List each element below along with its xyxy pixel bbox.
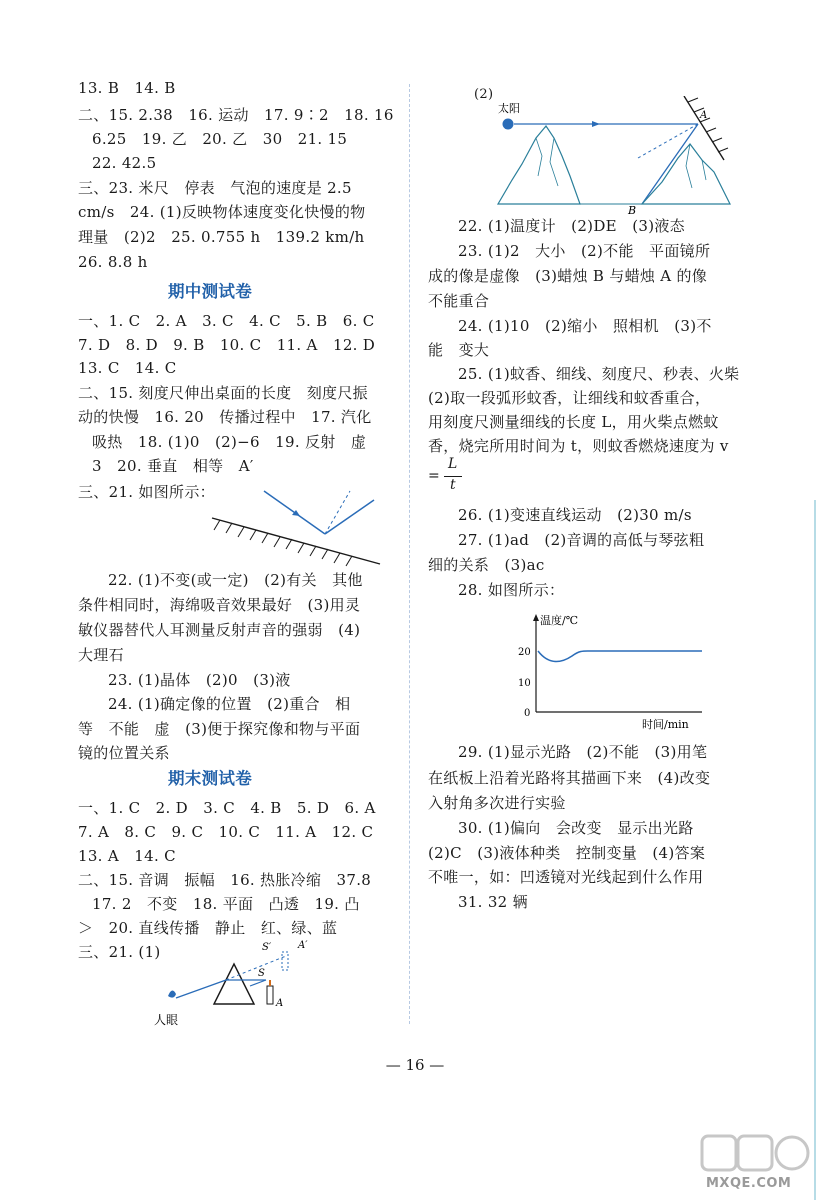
speed-formula bbox=[428, 456, 488, 496]
answer-line: 吸热 18. (1)0 (2)−6 19. 反射 虚 bbox=[92, 433, 367, 451]
answer-line: 22. (1)不变(或一定) (2)有关 其他 bbox=[108, 571, 363, 589]
axis-label: 温度/℃ bbox=[540, 614, 579, 627]
answer-line: 一、1. C 2. D 3. C 4. B 5. D 6. A bbox=[78, 799, 376, 817]
answer-line: 23. (1)晶体 (2)0 (3)液 bbox=[108, 671, 291, 689]
page-number: — 16 — bbox=[385, 1056, 445, 1074]
answer-line: 24. (1)10 (2)缩小 照相机 (3)不 bbox=[458, 317, 712, 335]
fig-label: A bbox=[700, 110, 708, 121]
answer-line: 24. (1)确定像的位置 (2)重合 相 bbox=[108, 695, 351, 713]
formula-numerator: L bbox=[448, 456, 458, 472]
answer-line: 7. D 8. D 9. B 10. C 11. A 12. D bbox=[78, 336, 376, 354]
answer-line: ＞ 20. 直线传播 静止 红、绿、蓝 bbox=[78, 919, 338, 937]
page-edge bbox=[814, 500, 816, 1200]
answer-line: cm/s 24. (1)反映物体速度变化快慢的物 bbox=[78, 203, 366, 221]
fig-caption: (2) bbox=[474, 87, 494, 102]
answer-line: 29. (1)显示光路 (2)不能 (3)用笔 bbox=[458, 743, 708, 761]
answer-line: 成的像是虚像 (3)蜡烛 B 与蜡烛 A 的像 bbox=[428, 267, 708, 285]
fig-label: 人眼 bbox=[154, 1013, 179, 1027]
answer-line: 25. (1)蚊香、细线、刻度尺、秒表、火柴 bbox=[458, 365, 740, 383]
answer-line: 入射角多次进行实验 bbox=[428, 794, 566, 812]
sun-mountain-figure bbox=[492, 96, 767, 216]
answer-line: 3 20. 垂直 相等 A′ bbox=[92, 457, 254, 475]
answer-line: 香，烧完所用时间为 t，则蚊香燃烧速度为 v bbox=[428, 437, 729, 455]
answer-line: (2)取一段弧形蚊香，让细线和蚊香重合， bbox=[428, 389, 711, 407]
answer-line: 大理石 bbox=[78, 646, 124, 664]
answer-line: 细的关系 (3)ac bbox=[428, 556, 545, 574]
prism-figure bbox=[154, 940, 314, 1030]
answer-line: 敏仪器替代人耳测量反射声音的强弱 (4) bbox=[78, 621, 361, 639]
axis-label: 时间/min bbox=[642, 718, 689, 731]
tick-label: 0 bbox=[524, 708, 531, 719]
answer-line: 30. (1)偏向 会改变 显示出光路 bbox=[458, 819, 694, 837]
answer-line: 二、15. 音调 振幅 16. 热胀冷缩 37.8 bbox=[78, 871, 372, 889]
answer-line: 7. A 8. C 9. C 10. C 11. A 12. C bbox=[78, 823, 374, 841]
answer-line: 用刻度尺测量细线的长度 L，用火柴点燃蚊 bbox=[428, 413, 719, 431]
answer-line: 22. 42.5 bbox=[92, 154, 157, 172]
answer-line: 31. 32 辆 bbox=[458, 893, 528, 911]
answer-line: 条件相同时，海绵吸音效果最好 (3)用灵 bbox=[78, 596, 361, 614]
answer-line: 6.25 19. 乙 20. 乙 30 21. 15 bbox=[92, 130, 348, 148]
answer-line: 一、1. C 2. A 3. C 4. C 5. B 6. C bbox=[78, 312, 375, 330]
answer-line: 不能重合 bbox=[428, 292, 490, 310]
reflection-figure bbox=[202, 486, 392, 568]
answer-line: 三、21. 如图所示： bbox=[78, 483, 215, 501]
answer-line: 26. 8.8 h bbox=[78, 253, 148, 271]
answer-line: 二、15. 刻度尺伸出桌面的长度 刻度尺振 bbox=[78, 384, 368, 402]
answer-line: 27. (1)ad (2)音调的高低与琴弦粗 bbox=[458, 531, 705, 549]
answer-line: 28. 如图所示： bbox=[458, 581, 565, 599]
fig-label: S′ bbox=[262, 942, 272, 953]
answer-line: 镜的位置关系 bbox=[78, 744, 170, 762]
midterm-title: 期中测试卷 bbox=[168, 282, 252, 301]
tick-label: 10 bbox=[518, 678, 531, 689]
answer-line: (2)C (3)液体种类 控制变量 (4)答案 bbox=[428, 844, 706, 862]
answer-line: 在纸板上沿着光路将其描画下来 (4)改变 bbox=[428, 769, 711, 787]
answer-line: 能 变大 bbox=[428, 341, 490, 359]
answer-line: 不唯一，如：凹透镜对光线起到什么作用 bbox=[428, 868, 704, 886]
formula-eq: = bbox=[428, 468, 440, 484]
answer-line: 23. (1)2 大小 (2)不能 平面镜所 bbox=[458, 242, 711, 260]
watermark-url: MXQE.COM bbox=[706, 1176, 792, 1191]
answer-line: 13. B 14. B bbox=[78, 79, 176, 97]
answer-line: 22. (1)温度计 (2)DE (3)液态 bbox=[458, 217, 685, 235]
fig-label: 太阳 bbox=[498, 102, 520, 115]
answer-line: 二、15. 2.38 16. 运动 17. 9∶2 18. 16 bbox=[78, 106, 394, 124]
formula-denominator: t bbox=[450, 477, 456, 493]
fig-label: S bbox=[258, 968, 265, 979]
fig-label: B bbox=[628, 204, 637, 216]
answer-line: 三、21. (1) bbox=[78, 943, 161, 961]
final-title: 期末测试卷 bbox=[168, 769, 252, 788]
tick-label: 20 bbox=[518, 647, 531, 658]
answer-line: 动的快慢 16. 20 传播过程中 17. 汽化 bbox=[78, 408, 372, 426]
answer-line: 理量 (2)2 25. 0.755 h 139.2 km/h bbox=[78, 228, 365, 246]
temperature-graph bbox=[512, 606, 712, 732]
answer-line: 26. (1)变速直线运动 (2)30 m/s bbox=[458, 506, 692, 524]
answer-line: 17. 2 不变 18. 平面 凸透 19. 凸 bbox=[92, 895, 360, 913]
column-divider bbox=[409, 84, 410, 1024]
fig-label: A bbox=[276, 998, 284, 1009]
answer-line: 等 不能 虚 (3)便于探究像和物与平面 bbox=[78, 720, 361, 738]
answer-line: 三、23. 米尺 停表 气泡的速度是 2.5 bbox=[78, 179, 352, 197]
answer-line: 13. A 14. C bbox=[78, 847, 176, 865]
answer-line: 13. C 14. C bbox=[78, 359, 177, 377]
fig-label: A′ bbox=[298, 940, 308, 951]
